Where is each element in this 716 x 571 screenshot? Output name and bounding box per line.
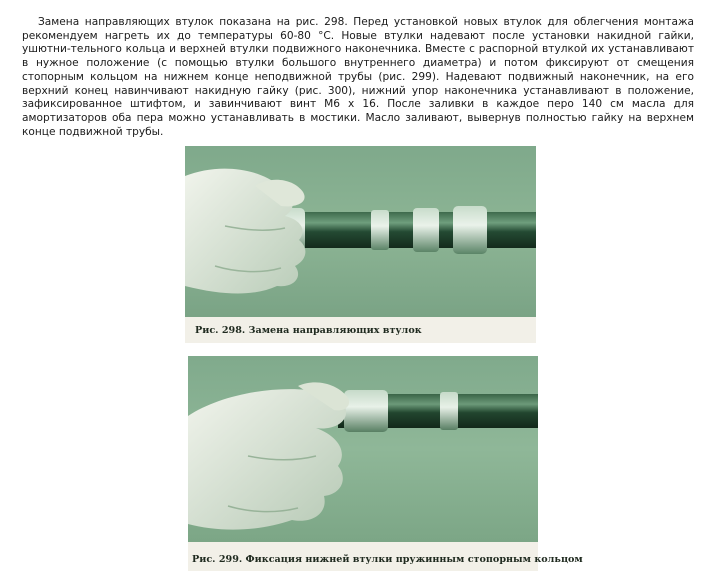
body-paragraph: Замена направляющих втулок показана на рис. 298. Перед установкой новых втулок для облегчения монтажа рекомендуем нагреть их до температуры 60-80 °С. Новые втулки надевают после установки накидной гайки, ушютни-тельного кольца и верхней втулки подвижного наконечника. Вместе с распорной втулкой их устанавливают в нужное положение (с помощью втулки большого внутреннего диаметра) и потом фиксируют от смещения стопорным кольцом на нижнем конце неподвижной трубы (рис. 299). Надевают подвижный наконечник, на его верхний конец навинчивают накидную гайку (рис. 300), нижний упор наконечника устанавливают в положение, зафиксированное штифтом, и завинчивают винт М6 х 16. После заливки в каждое перо 140 см масла для амортизаторов оба пера можно устанавливать в мостики. Масло заливают, вывернув полностью гайку на верхнем конце подвижной трубы. (22, 16, 694, 138)
figure-299 (188, 356, 583, 571)
hands-fixing-snap-ring-photo (188, 356, 538, 542)
figure-caption: Рис. 299. Фиксация нижней втулки пружинным стопорным кольцом (192, 554, 583, 565)
photo-298-drawing (185, 146, 536, 317)
figure-298 (185, 146, 536, 343)
figure-caption: Рис. 298. Замена направляющих втулок (195, 325, 422, 336)
hands-holding-fork-tube-photo (185, 146, 536, 317)
photo-299-drawing (188, 356, 538, 542)
